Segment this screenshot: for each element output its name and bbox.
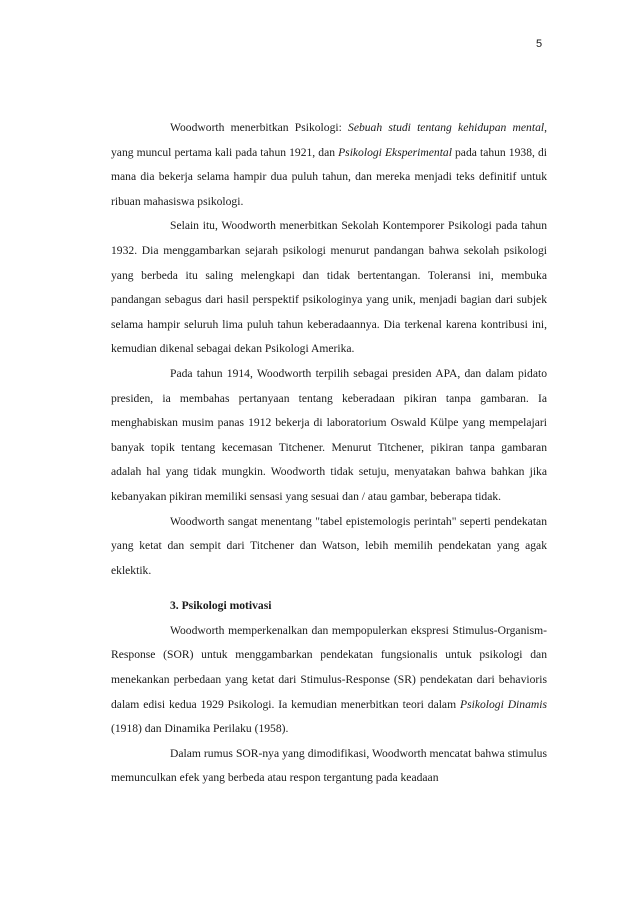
text-run: Selain itu, Woodworth menerbitkan Sekolah Kontemporer Psikologi pada tahun 1932. Dia menggambarkan sejarah psikologi menurut pandangan bahwa sekolah psikologi yang berbeda itu saling melengkapi dan tidak bertentangan. Toleransi ini, membuka pandangan sebagus dari hasil perspektif psikologinya yang unik, menjadi bagian dari subjek selama hampir seluruh lima puluh tahun keberadaannya. Dia terkenal karena kontribusi ini, kemudian dikenal sebagai dekan Psikologi Amerika. [111,219,547,356]
italic-text: Sebuah studi tentang kehidupan mental [348,121,545,134]
text-run: Pada tahun 1914, Woodworth terpilih sebagai presiden APA, dan dalam pidato presiden, ia membahas pertanyaan tentang keberadaan pikiran tanpa gambaran. Ia menghabiskan musim panas 1912 bekerja di laboratorium Oswald Külpe yang mempelajari banyak topik tentang kecemasan Titchener. Menurut Titchener, pikiran tanpa gambaran adalah hal yang tidak mungkin. Woodworth tidak setuju, menyatakan bahwa bahkan jika kebanyakan pikiran memiliki sensasi yang sesuai dan / atau gambar, beberapa tidak. [111,366,547,503]
paragraph [111,510,547,584]
italic-text: Psikologi Dinamis [460,697,547,711]
text-run: (1918) dan Dinamika Perilaku (1958). [111,722,289,736]
paragraph [111,214,547,362]
document-body [111,116,547,791]
section-paragraphs [111,619,547,791]
text-run: Woodworth memperkenalkan dan mempopulerkan ekspresi Stimulus-Organism-Response (SOR) untuk menggambarkan pendekatan fungsionalis untuk psikologi dan menekankan perbedaan yang ketat dari Stimulus-Response (SR) pendekatan dari behavioris dalam edisi kedua 1929 Psikologi. Ia kemudian menerbitkan teori dalam [111,623,547,711]
text-run: Woodworth sangat menentang "tabel epistemologis perintah" seperti pendekatan yang ketat dan sempit dari Titchener dan Watson, lebih memilih pendekatan yang agak eklektik. [111,514,547,577]
text-run: pada tahun 1938, di mana dia bekerja selama hampir dua puluh tahun, dan mereka menjadi teks definitif untuk ribuan mahasiswa psikologi. [111,145,547,208]
paragraph [111,619,547,742]
text-run: Dalam rumus SOR-nya yang dimodifikasi, Woodworth mencatat bahwa stimulus memunculkan efek yang berbeda atau respon tergantung pada keadaan [111,746,547,785]
text-run: , yang muncul pertama kali pada tahun 1921, dan [111,121,547,159]
paragraph [111,116,547,214]
italic-text: Psikologi Eksperimental [338,145,452,159]
paragraph [111,742,547,791]
page-number: 5 [536,38,543,50]
text-run: Woodworth menerbitkan Psikologi: [170,121,349,134]
section-heading: 3. Psikologi motivasi [170,599,272,613]
paragraph [111,362,547,510]
intro-paragraphs [111,116,547,583]
